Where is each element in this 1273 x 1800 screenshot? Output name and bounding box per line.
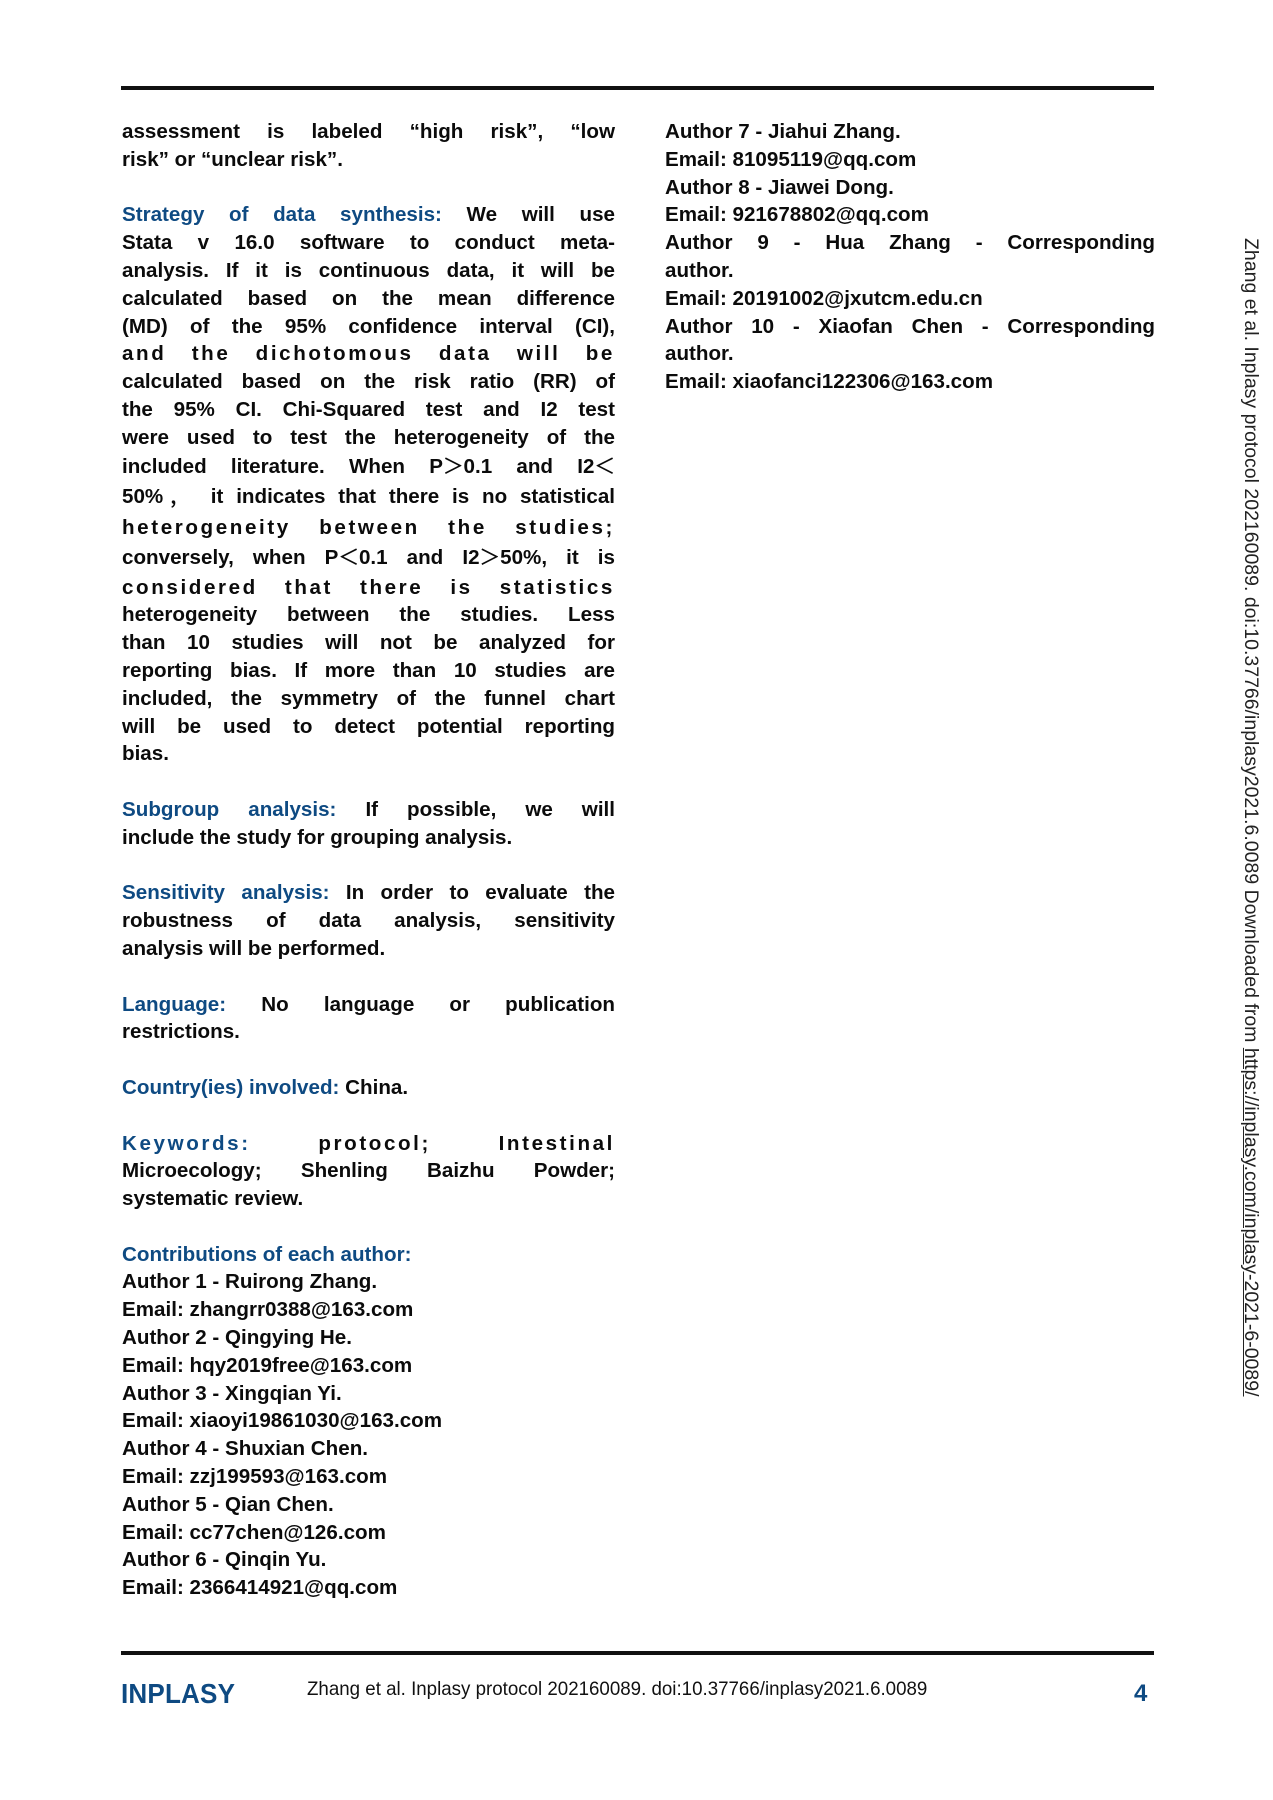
text-line: were used to test the heterogeneity of the bbox=[122, 425, 615, 449]
author-line: Author 8 - Jiawei Dong. bbox=[665, 175, 894, 199]
text-line: heterogeneity between the studies; bbox=[122, 515, 615, 539]
section-heading: Country(ies) involved: bbox=[122, 1075, 340, 1099]
email-line: Email: 921678802@qq.com bbox=[665, 203, 929, 227]
inplasy-logo: INPLASY bbox=[121, 1678, 236, 1709]
side-note-text: Zhang et al. Inplasy protocol 202160089. doi:10.37766/inplasy2021.6.0089 Downloaded from bbox=[1240, 238, 1262, 1048]
text-line bbox=[122, 1074, 615, 1102]
section-heading: Contributions of each author: bbox=[122, 1242, 412, 1266]
text-fragment: If possible, we will bbox=[365, 797, 615, 821]
text-line: include the study for grouping analysis. bbox=[122, 825, 513, 849]
footer-rule bbox=[121, 1651, 1154, 1655]
text-line: considered that there is statistics bbox=[122, 575, 615, 599]
text-line bbox=[122, 201, 615, 229]
text-line: analysis will be performed. bbox=[122, 936, 386, 960]
text-line: and the dichotomous data will be bbox=[122, 342, 615, 366]
text-line: heterogeneity between the studies. Less bbox=[122, 603, 615, 627]
author-line: Author 4 - Shuxian Chen. bbox=[122, 1437, 368, 1461]
author-line: Author 7 - Jiahui Zhang. bbox=[665, 120, 901, 143]
text-line: than 10 studies will not be analyzed for bbox=[122, 631, 615, 655]
author-line: Author 10 - Xiaofan Chen - Corresponding bbox=[665, 314, 1155, 338]
text-line: included, the symmetry of the funnel chart bbox=[122, 686, 615, 710]
text-line: assessment is labeled “high risk”, “low bbox=[122, 120, 615, 143]
text-line: Microecology; Shenling Baizhu Powder; bbox=[122, 1159, 615, 1183]
text-line: restrictions. bbox=[122, 1020, 240, 1044]
email-line: Email: hqy2019free@163.com bbox=[122, 1353, 413, 1377]
text-line: bias. bbox=[122, 742, 169, 766]
subgroup-analysis-section bbox=[122, 796, 615, 852]
text-line bbox=[122, 879, 615, 907]
text-line: reporting bias. If more than 10 studies are bbox=[122, 658, 615, 682]
text-line bbox=[122, 796, 615, 824]
section-heading: Keywords: bbox=[122, 1131, 251, 1155]
page-number: 4 bbox=[1134, 1680, 1148, 1707]
text-fragment: protocol; Intestinal bbox=[318, 1131, 616, 1155]
section-heading: Subgroup analysis: bbox=[122, 797, 337, 821]
section-heading: Language: bbox=[122, 992, 227, 1016]
risk-assessment-paragraph bbox=[122, 118, 615, 174]
text-line: will be used to detect potential reporting bbox=[122, 714, 615, 738]
contributions-section bbox=[122, 1241, 615, 1602]
email-line: Email: zhangrr0388@163.com bbox=[122, 1298, 414, 1322]
email-line: Email: 20191002@jxutcm.edu.cn bbox=[665, 286, 983, 310]
section-heading: Strategy of data synthesis: bbox=[122, 203, 442, 227]
text-line: the 95% CI. Chi-Squared test and I2 test bbox=[122, 397, 615, 421]
footer-citation: Zhang et al. Inplasy protocol 202160089. doi:10.37766/inplasy2021.6.0089 bbox=[307, 1678, 928, 1700]
email-line: Email: cc77chen@126.com bbox=[122, 1520, 386, 1544]
right-column bbox=[665, 118, 1155, 396]
text-fragment: We will use bbox=[466, 203, 615, 227]
left-column bbox=[122, 118, 615, 1602]
data-synthesis-section bbox=[122, 201, 615, 768]
email-line: Email: 81095119@qq.com bbox=[665, 147, 917, 171]
country-section bbox=[122, 1074, 615, 1102]
text-line: conversely, when P＜0.1 and I2＞50%, it is bbox=[122, 546, 615, 570]
email-line: Email: xiaoyi19861030@163.com bbox=[122, 1409, 443, 1433]
text-line: systematic review. bbox=[122, 1187, 304, 1211]
author-line: Author 5 - Qian Chen. bbox=[122, 1492, 334, 1516]
keywords-section bbox=[122, 1130, 615, 1213]
section-heading: Sensitivity analysis: bbox=[122, 881, 330, 905]
inplasy-link[interactable]: https://inplasy.com/inplasy-2021-6-0089/ bbox=[1240, 1047, 1262, 1397]
author-line: Author 6 - Qinqin Yu. bbox=[122, 1548, 327, 1572]
text-fragment: In order to evaluate the bbox=[345, 881, 615, 905]
author-line: Author 9 - Hua Zhang - Corresponding bbox=[665, 231, 1155, 255]
text-line: analysis. If it is continuous data, it will be bbox=[122, 258, 615, 282]
side-download-note bbox=[1239, 238, 1262, 1397]
sensitivity-analysis-section bbox=[122, 879, 615, 962]
text-line: 50%， it indicates that there is no statistical bbox=[122, 485, 615, 509]
text-line: Stata v 16.0 software to conduct meta- bbox=[122, 231, 615, 255]
text-line: risk” or “unclear risk”. bbox=[122, 147, 343, 171]
author-line-continued: author. bbox=[665, 258, 734, 282]
email-line: Email: 2366414921@qq.com bbox=[122, 1576, 398, 1600]
header-rule bbox=[121, 86, 1154, 90]
email-line: Email: zzj199593@163.com bbox=[122, 1465, 388, 1489]
author-line: Author 2 - Qingying He. bbox=[122, 1326, 352, 1350]
text-line: included literature. When P＞0.1 and I2＜ bbox=[122, 454, 615, 478]
language-section bbox=[122, 991, 615, 1047]
email-line: Email: xiaofanci122306@163.com bbox=[665, 370, 994, 394]
text-line: calculated based on the risk ratio (RR) of bbox=[122, 370, 615, 394]
author-line-continued: author. bbox=[665, 342, 734, 366]
text-line: (MD) of the 95% confidence interval (CI), bbox=[122, 314, 615, 338]
text-fragment: No language or publication bbox=[261, 992, 615, 1016]
text-line: calculated based on the mean difference bbox=[122, 286, 615, 310]
text-line: robustness of data analysis, sensitivity bbox=[122, 909, 615, 933]
author-line: Author 1 - Ruirong Zhang. bbox=[122, 1270, 378, 1294]
country-value: China. bbox=[345, 1075, 409, 1099]
text-line bbox=[122, 1130, 615, 1158]
text-line bbox=[122, 991, 615, 1019]
author-line: Author 3 - Xingqian Yi. bbox=[122, 1381, 342, 1405]
